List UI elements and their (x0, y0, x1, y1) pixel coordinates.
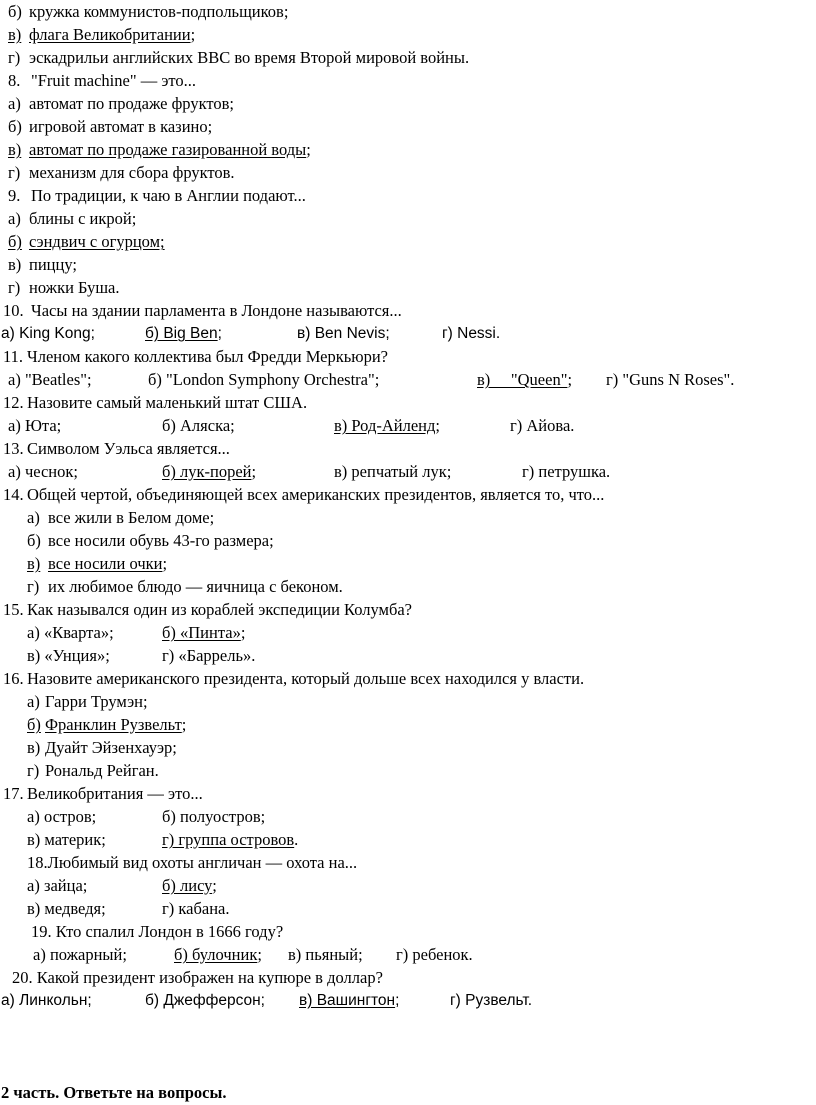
option-v: в) медведя; (27, 899, 106, 918)
correct-answer: в) Вашингтон (299, 992, 396, 1009)
option-text: Дуайт Эйзенхауэр; (45, 738, 177, 757)
option-v (334, 416, 440, 436)
option-g: г) Nessi. (442, 325, 501, 342)
option-a: а) Юта; (8, 416, 62, 435)
correct-answer: б) лису (162, 876, 213, 895)
option-a: а) пожарный; (33, 945, 127, 964)
option-v (299, 991, 399, 1011)
part-2-heading: 2 часть. Ответьте на вопросы. (1, 1083, 227, 1102)
option-letter: б) (8, 232, 22, 251)
option-text (48, 554, 167, 574)
option-b (162, 876, 217, 896)
question-number: 17. (3, 784, 24, 803)
question-number: 10. (3, 301, 24, 320)
option-g: г) Айова. (510, 416, 575, 435)
option-letter: в) (8, 25, 22, 44)
question-number: 14. (3, 485, 24, 504)
option-b (145, 324, 222, 344)
option-g: г) "Guns N Roses". (606, 370, 735, 389)
correct-answer: б) «Пинта» (162, 623, 241, 642)
option-letter: г) (8, 48, 21, 67)
option-b: б) полуостров; (162, 807, 266, 826)
option-letter: г) (27, 577, 40, 596)
option-text (45, 715, 186, 735)
correct-answer: флага Великобритании (29, 25, 191, 44)
option-text: ножки Буша. (29, 278, 120, 297)
option-g: г) «Баррель». (162, 646, 256, 665)
option-text: механизм для сбора фруктов. (29, 163, 235, 182)
option-b (162, 462, 256, 482)
correct-answer: в) "Queen" (477, 370, 568, 389)
option-text: блины с икрой; (29, 209, 137, 228)
option-a: а) King Kong; (1, 325, 95, 342)
question-number: 16. (3, 669, 24, 688)
option-b: б) Аляска; (162, 416, 235, 435)
option-text (29, 25, 195, 45)
question-number: 15. (3, 600, 24, 619)
option-v: в) «Унция»; (27, 646, 110, 665)
option-a: а) остров; (27, 807, 97, 826)
punct: . (294, 830, 299, 849)
question-number: 8. (8, 71, 21, 90)
correct-answer: в) Род-Айленд (334, 416, 436, 435)
question-text: Как назывался один из кораблей экспедиции Колумба? (27, 600, 413, 619)
punct: ; (240, 623, 246, 642)
option-letter: в) (8, 255, 22, 274)
option-text: автомат по продаже фруктов; (29, 94, 234, 113)
question-19: 19. Кто спалил Лондон в 1666 году? (31, 922, 284, 941)
question-text: Великобритания — это... (27, 784, 203, 803)
punct: ; (217, 325, 222, 342)
option-text: эскадрильи английских ВВС во время Второй мировой войны. (29, 48, 470, 67)
option-text: Рональд Рейган. (45, 761, 159, 780)
option-letter: в) (8, 140, 22, 159)
option-letter: б) (27, 531, 41, 550)
punct: ; (162, 554, 168, 573)
option-text: кружка коммунистов-подпольщиков; (29, 2, 289, 21)
option-v (477, 370, 572, 390)
option-text (29, 140, 311, 160)
option-b (162, 623, 245, 643)
question-text: Назовите американского президента, который дольше всех находился у власти. (27, 669, 585, 688)
option-g: г) кабана. (162, 899, 230, 918)
punct: ; (435, 416, 440, 435)
question-18: 18.Любимый вид охоты англичан — охота на... (27, 853, 358, 872)
question-number: 9. (8, 186, 21, 205)
option-v: в) Ben Nevis; (297, 325, 390, 342)
punct: ; (257, 945, 262, 964)
option-a: а) «Кварта»; (27, 623, 114, 642)
option-text: их любимое блюдо — яичница с беконом. (48, 577, 343, 596)
question-text: Общей чертой, объединяющей всех американских президентов, является то, что... (27, 485, 605, 504)
option-text: пиццу; (29, 255, 77, 274)
option-v: в) репчатый лук; (334, 462, 452, 481)
correct-answer: б) лук-порей (162, 462, 252, 481)
punct: ; (567, 370, 573, 389)
question-number: 11. (3, 347, 24, 366)
option-text: игровой автомат в казино; (29, 117, 213, 136)
option-a: а) зайца; (27, 876, 88, 895)
option-letter: в) (27, 738, 41, 757)
correct-answer: автомат по продаже газированной воды (29, 140, 307, 159)
option-letter: б) (8, 117, 22, 136)
option-text: Гарри Трумэн; (45, 692, 148, 711)
option-text: все жили в Белом доме; (48, 508, 215, 527)
option-v: в) материк; (27, 830, 106, 849)
option-a: а) чеснок; (8, 462, 78, 481)
punct: ; (212, 876, 217, 895)
option-letter: а) (27, 692, 40, 711)
question-number: 12. (3, 393, 24, 412)
option-text: все носили обувь 43-го размера; (48, 531, 274, 550)
option-b: б) Джефферсон; (145, 992, 265, 1009)
option-letter: а) (8, 94, 21, 113)
option-a: а) Линкольн; (1, 992, 92, 1009)
option-letter: а) (8, 209, 21, 228)
option-a: а) "Beatles"; (8, 370, 92, 389)
question-text: Членом какого коллектива был Фредди Меркьюри? (27, 347, 389, 366)
question-text: "Fruit machine" — это... (31, 71, 197, 90)
question-text: По традиции, к чаю в Англии подают... (31, 186, 306, 205)
option-v: в) пьяный; (288, 945, 363, 964)
option-letter: а) (27, 508, 40, 527)
correct-answer: г) группа островов (162, 830, 295, 849)
punct: ; (251, 462, 257, 481)
option-letter: г) (8, 163, 21, 182)
punct: ; (395, 992, 400, 1009)
option-g: г) Рузвельт. (450, 992, 533, 1009)
option-letter: в) (27, 554, 41, 573)
question-number: 13. (3, 439, 24, 458)
question-text: Часы на здании парламента в Лондоне называются... (31, 301, 402, 320)
option-letter: б) (8, 2, 22, 21)
option-letter: б) (27, 715, 41, 734)
correct-answer: Франклин Рузвельт (45, 715, 182, 734)
option-g: г) ребенок. (396, 945, 473, 964)
correct-answer: все носили очки (48, 554, 163, 573)
punct: ; (306, 140, 311, 159)
question-text: Символом Уэльса является... (27, 439, 230, 458)
punct: ; (190, 25, 196, 44)
question-20: 20. Какой президент изображен на купюре в доллар? (12, 968, 383, 987)
option-g: г) петрушка. (522, 462, 611, 481)
correct-answer: сэндвич с огурцом; (29, 232, 165, 251)
question-text: Назовите самый маленький штат США. (27, 393, 308, 412)
correct-answer: б) булочник (174, 945, 258, 964)
punct: ; (181, 715, 187, 734)
option-b: б) "London Symphony Orchestra"; (148, 370, 380, 389)
option-letter: г) (8, 278, 21, 297)
option-b (174, 945, 262, 965)
option-g (162, 830, 298, 850)
correct-answer: б) Big Ben (145, 325, 218, 342)
option-letter: г) (27, 761, 40, 780)
